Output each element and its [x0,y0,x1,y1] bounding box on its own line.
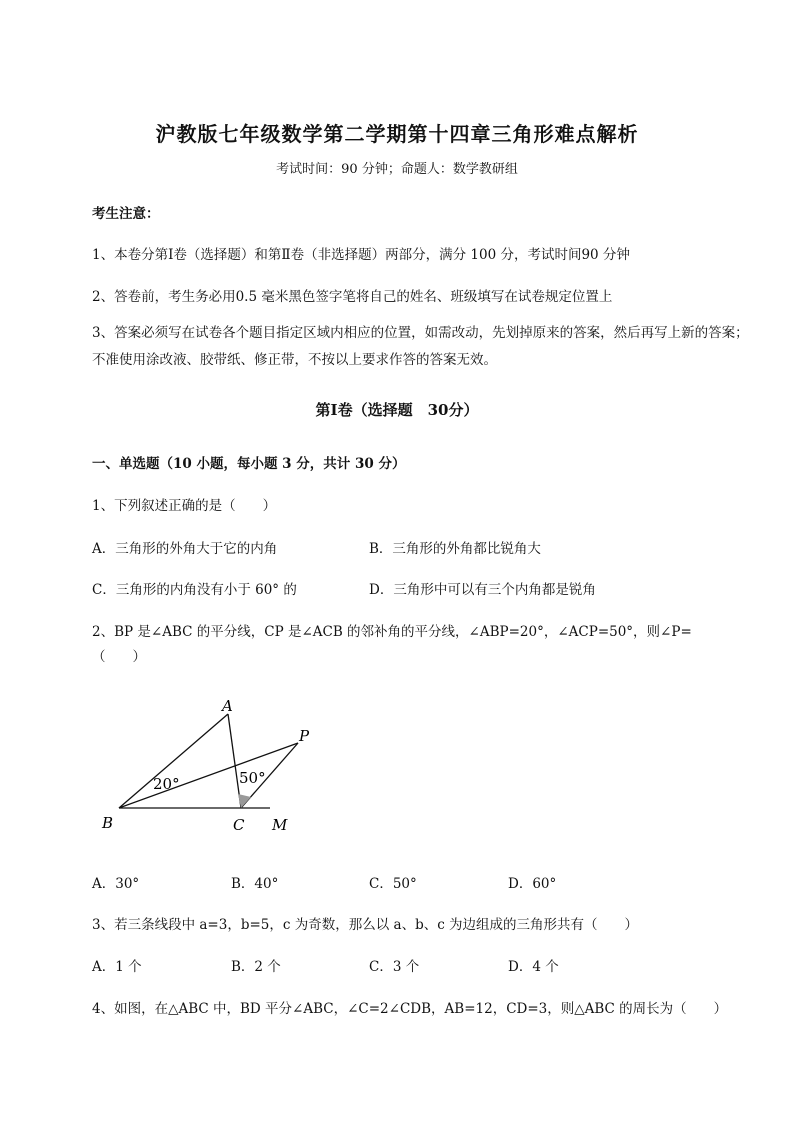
segment-ab [119,714,228,808]
q1-option-a[interactable]: A．三角形的外角大于它的内角 [92,541,278,557]
question-1-stem: 1、下列叙述正确的是（ ） [92,498,277,514]
question-3-stem: 3、若三条线段中 a=3，b=5，c 为奇数，那么以 a、b、c 为边组成的三角形共有（ ） [92,917,639,933]
question-2-stem: 2、BP 是∠ABC 的平分线，CP 是∠ACB 的邻补角的平分线，∠ABP=20°，∠ACP=50°，则∠P= [92,624,692,640]
page-title: 沪教版七年级数学第二学期第十四章三角形难点解析 [155,122,639,146]
triangle-figure [0,690,794,840]
question-4-stem: 4、如图，在△ABC 中，BD 平分∠ABC，∠C=2∠CDB，AB=12，CD=3，则△ABC 的周长为（ ） [92,1001,728,1017]
angle-label-50: 50° [239,769,266,787]
label-c: C [233,816,245,834]
angle-mark [238,794,251,808]
segment-ac [228,714,241,808]
notice-item-1: 1、本卷分第Ⅰ卷（选择题）和第Ⅱ卷（非选择题）两部分，满分 100 分，考试时间90 分钟 [92,247,630,263]
part-heading: 一、单选题（10 小题，每小题 3 分，共计 30 分） [92,456,406,472]
q3-option-d[interactable]: D．4 个 [508,959,559,975]
q2-option-b[interactable]: B．40° [231,876,279,892]
notice-item-3: 3、答案必须写在试卷各个题目指定区域内相应的位置，如需改动，先划掉原来的答案，然后再写上新的答案；不准使用涂改液、胶带纸、修正带，不按以上要求作答的答案无效。 [92,325,749,368]
label-p: P [299,727,310,745]
q1-option-c[interactable]: C．三角形的内角没有小于 60° 的 [92,582,297,598]
label-m: M [272,816,288,834]
label-b: B [102,814,114,832]
q2-option-c[interactable]: C．50° [369,876,417,892]
notice-heading: 考生注意： [92,206,160,222]
question-2-stem-cont: （ ） [92,649,146,665]
notice-item-2: 2、答卷前，考生务必用0.5 毫米黑色签字笔将自己的姓名、班级填写在试卷规定位置上 [92,289,613,305]
q2-option-d[interactable]: D．60° [508,876,557,892]
label-a: A [222,697,233,715]
exam-info: 考试时间：90 分钟；命题人：数学教研组 [276,162,518,177]
q3-option-b[interactable]: B．2 个 [231,959,281,975]
angle-label-20: 20° [153,775,180,793]
section-title: 第Ⅰ卷（选择题 30分） [315,401,479,419]
q1-option-b[interactable]: B．三角形的外角都比锐角大 [369,541,541,557]
q1-option-d[interactable]: D．三角形中可以有三个内角都是锐角 [369,582,596,598]
q2-option-a[interactable]: A．30° [92,876,140,892]
segment-bp [119,743,298,808]
q3-option-a[interactable]: A．1 个 [92,959,142,975]
q3-option-c[interactable]: C．3 个 [369,959,420,975]
